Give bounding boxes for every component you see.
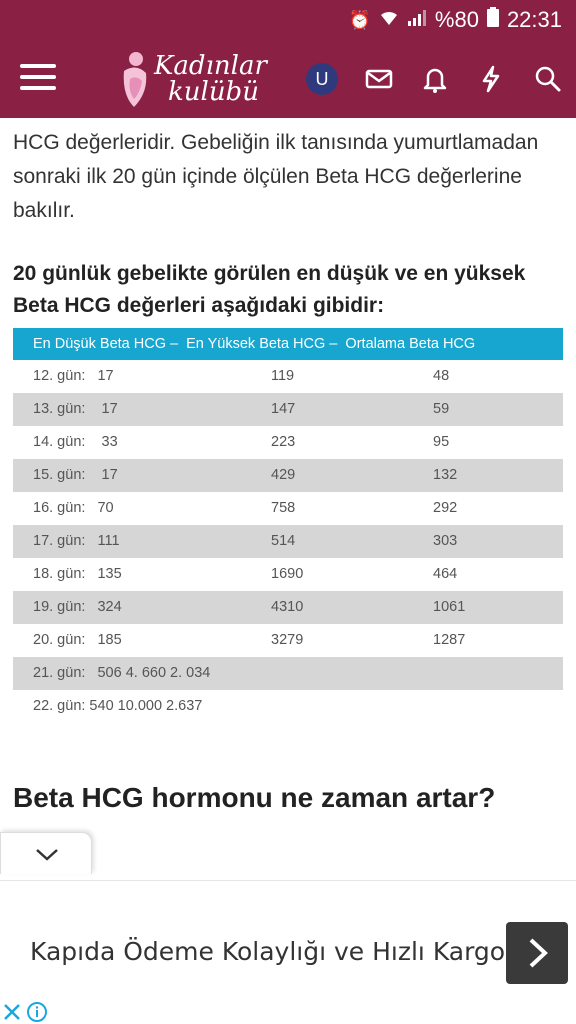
- signal-icon: [407, 9, 427, 32]
- table-cell-c1: 18. gün: 135: [33, 566, 122, 582]
- table-row: [13, 591, 563, 624]
- table-cell-c1: 20. gün: 185: [33, 632, 122, 648]
- clock: 22:31: [506, 7, 562, 32]
- logo-line2: kulübü: [168, 77, 259, 107]
- battery-icon: [487, 7, 499, 33]
- table-cell-c3: 95: [433, 434, 450, 450]
- table-cell-c2: 4310: [271, 599, 304, 615]
- ad-banner[interactable]: [0, 880, 576, 1024]
- wifi-icon: [379, 9, 399, 32]
- table-cell-c1: 17. gün: 111: [33, 533, 120, 549]
- table-cell-c3: 1287: [433, 632, 466, 648]
- status-bar: [0, 0, 576, 40]
- bolt-icon[interactable]: [476, 64, 506, 94]
- table-row: [13, 690, 563, 723]
- table-row: [13, 525, 563, 558]
- table-cell-c1: 14. gün: 33: [33, 434, 118, 450]
- table-cell-c1: 22. gün: 540 10.000 2.637: [33, 698, 203, 714]
- ad-info-icon[interactable]: [26, 1001, 48, 1023]
- table-cell-c1: 12. gün: 17: [33, 368, 114, 384]
- table-cell-c1: 13. gün: 17: [33, 401, 118, 417]
- table-cell-c3: 464: [433, 566, 458, 582]
- table-row: [13, 492, 563, 525]
- table-header-text: En Düşük Beta HCG – En Yüksek Beta HCG – Ortalama Beta HCG: [33, 336, 476, 352]
- table-cell-c1: 21. gün: 506 4. 660 2. 034: [33, 665, 211, 681]
- ad-text[interactable]: Kapıda Ödeme Kolaylığı ve Hızlı Kargo: [30, 937, 506, 966]
- table-row: [13, 426, 563, 459]
- ad-close-icon[interactable]: [2, 1002, 22, 1022]
- table-cell-c2: 223: [271, 434, 296, 450]
- search-icon[interactable]: [533, 64, 563, 94]
- table-row: [13, 393, 563, 426]
- hcg-table: [13, 328, 563, 723]
- table-cell-c3: 48: [433, 368, 450, 384]
- table-row: [13, 360, 563, 393]
- table-cell-c3: 303: [433, 533, 458, 549]
- logo-line1: Kadınlar: [154, 51, 267, 81]
- table-row: [13, 459, 563, 492]
- section-heading: Beta HCG hormonu ne zaman artar?: [13, 782, 496, 813]
- table-cell-c3: 1061: [433, 599, 466, 615]
- collapse-tab[interactable]: [0, 832, 92, 874]
- table-cell-c2: 429: [271, 467, 296, 483]
- table-cell-c2: 147: [271, 401, 296, 417]
- ad-next-button[interactable]: [506, 922, 568, 984]
- table-row: [13, 624, 563, 657]
- site-header: [0, 40, 576, 118]
- table-cell-c3: 59: [433, 401, 450, 417]
- article-content: [0, 118, 576, 828]
- table-cell-c1: 16. gün: 70: [33, 500, 114, 516]
- logo-figure-icon: [116, 49, 152, 109]
- table-cell-c2: 119: [271, 368, 295, 384]
- chevron-down-icon: [34, 847, 60, 863]
- table-row: [13, 657, 563, 690]
- alarm-icon: ⏰: [348, 9, 371, 30]
- battery-percent: %80: [434, 7, 479, 32]
- intro-paragraph: HCG değerleridir. Gebeliğin ilk tanısında yumurtlamadan sonraki ilk 20 gün içinde ölçülen Beta HCG değerlerine bakılır.: [13, 131, 539, 222]
- table-cell-c2: 514: [271, 533, 296, 549]
- table-cell-c2: 1690: [271, 566, 304, 582]
- user-avatar[interactable]: U: [306, 63, 338, 95]
- table-cell-c2: 3279: [271, 632, 304, 648]
- mail-icon[interactable]: [364, 64, 394, 94]
- bell-icon[interactable]: [420, 64, 450, 94]
- table-cell-c1: 19. gün: 324: [33, 599, 122, 615]
- table-cell-c3: 292: [433, 500, 458, 516]
- table-row: [13, 558, 563, 591]
- table-cell-c3: 132: [433, 467, 458, 483]
- table-cell-c1: 15. gün: 17: [33, 467, 118, 483]
- table-cell-c2: 758: [271, 500, 296, 516]
- chevron-right-icon: [523, 936, 551, 970]
- site-logo[interactable]: [116, 46, 276, 112]
- table-intro-heading: 20 günlük gebelikte görülen en düşük ve en yüksek Beta HCG değerleri aşağıdaki gibidir:: [13, 262, 526, 317]
- menu-icon[interactable]: [20, 62, 56, 92]
- table-header: [13, 328, 563, 360]
